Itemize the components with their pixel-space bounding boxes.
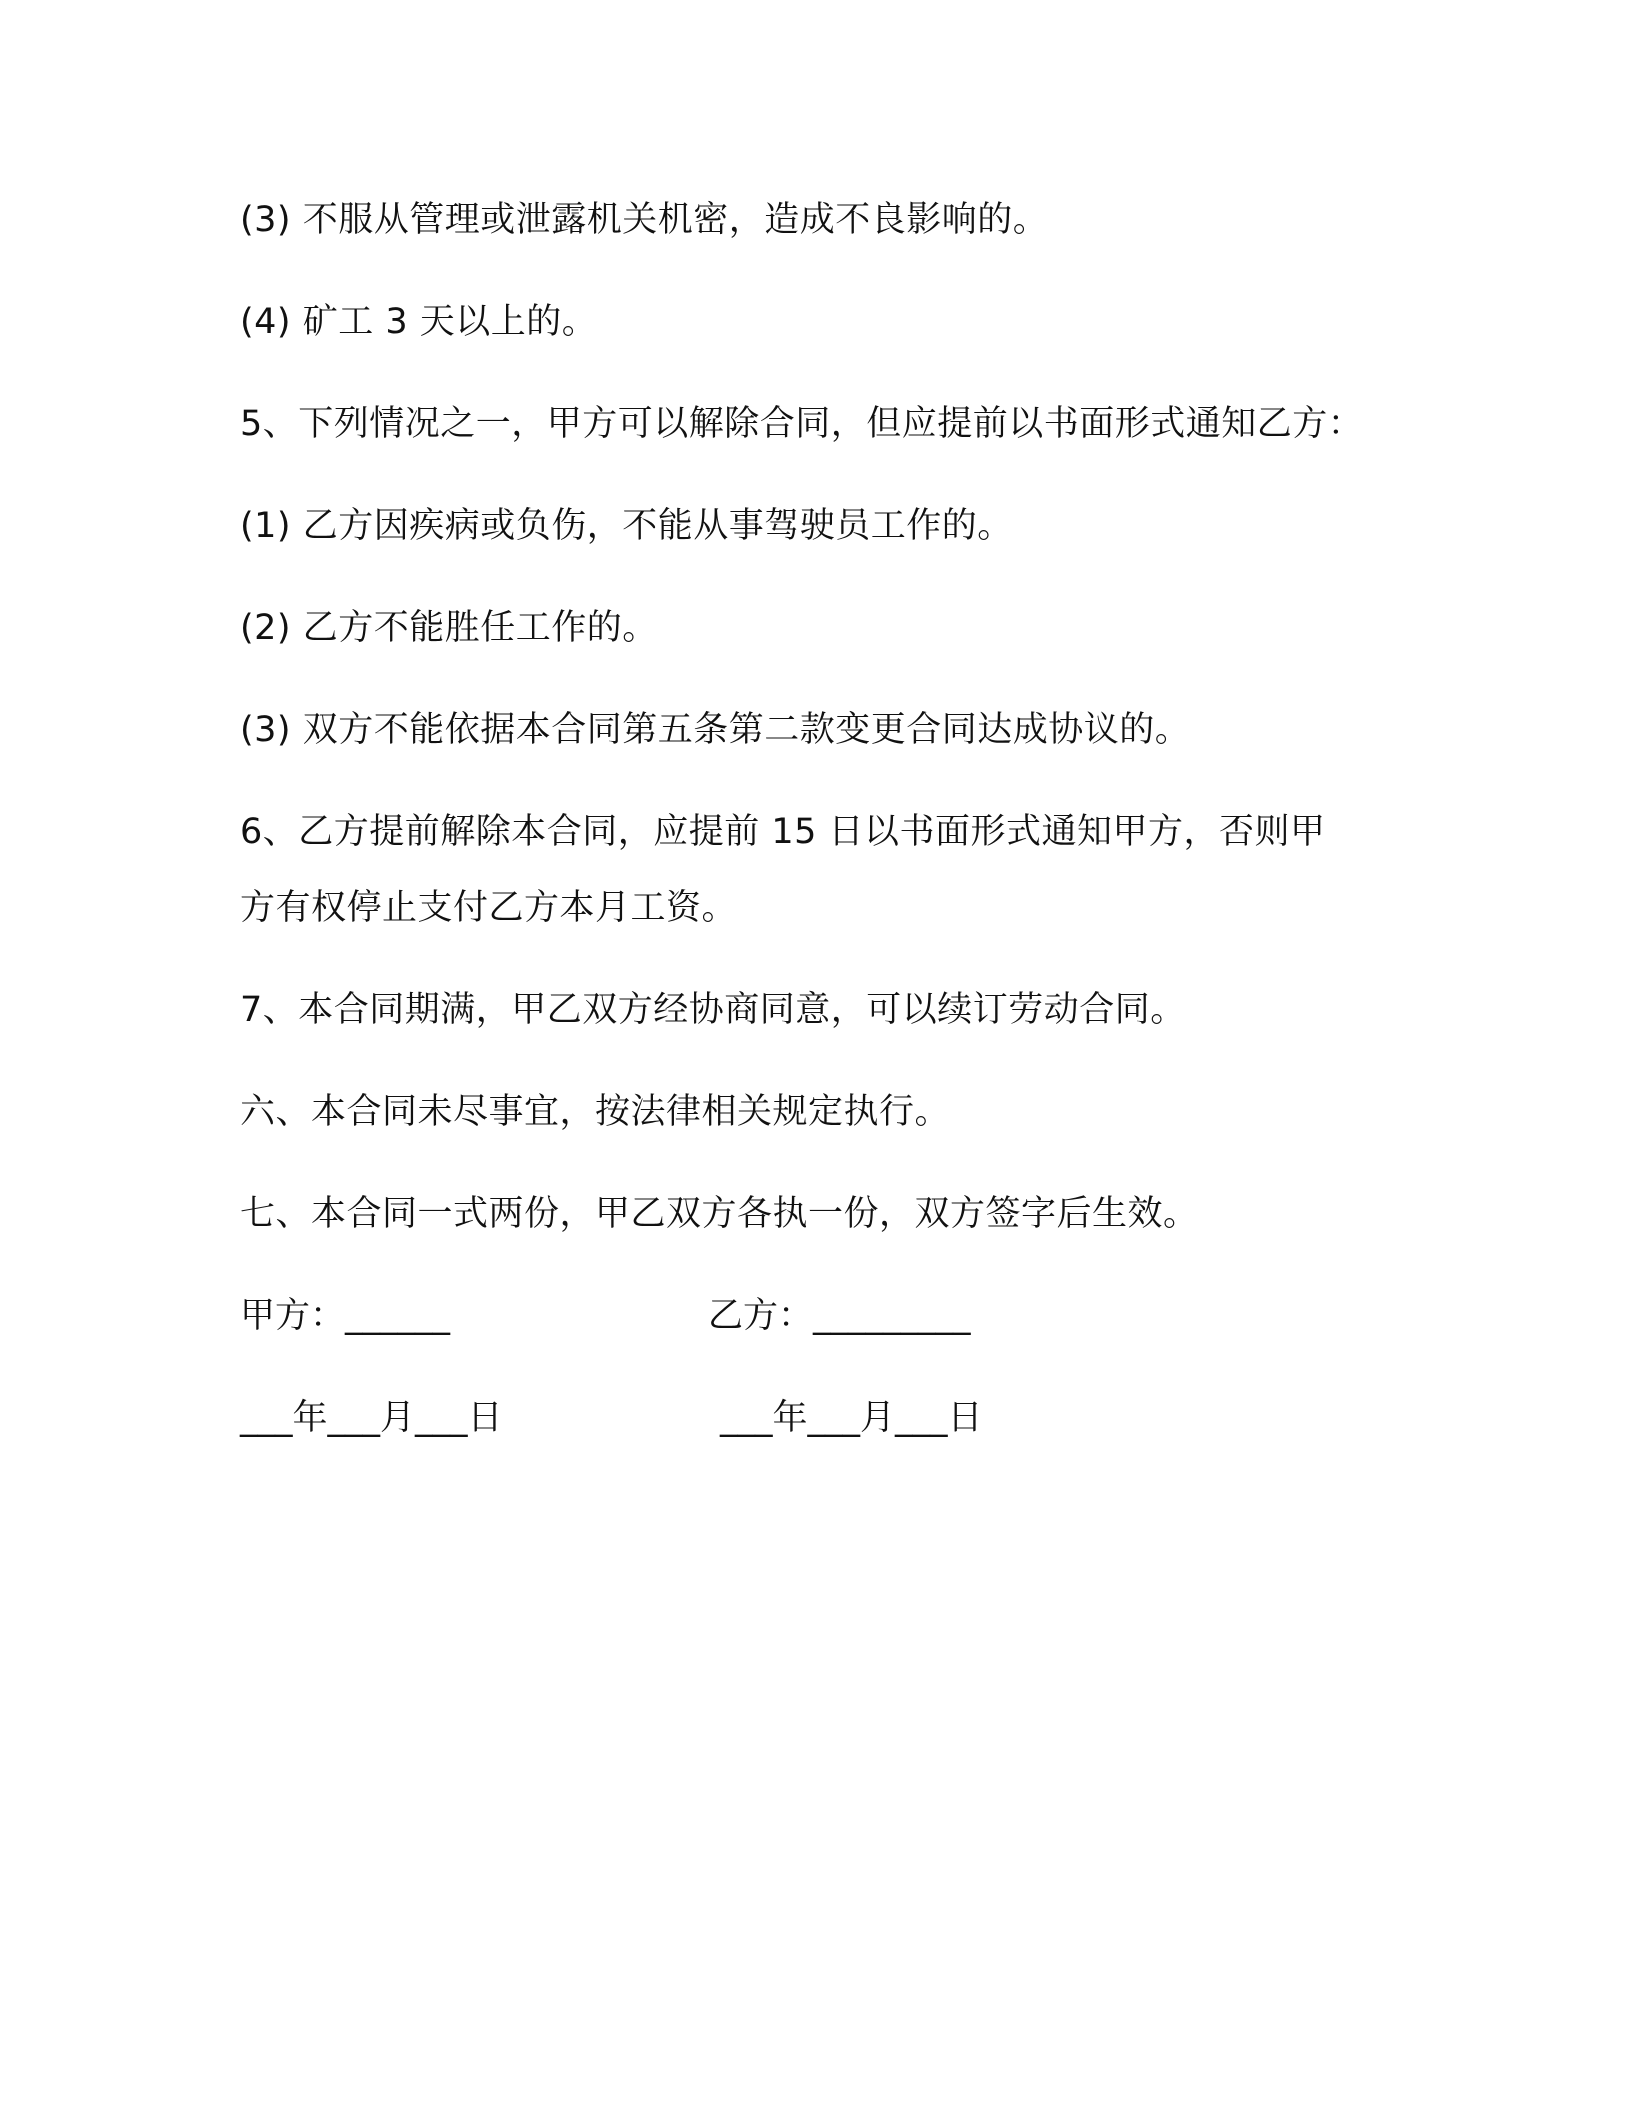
clause-5-1: (1) 乙方因疾病或负伤，不能从事驾驶员工作的。: [240, 506, 1013, 546]
party-a-signature: 甲方：______: [240, 1296, 451, 1336]
article-7: 七、本合同一式两份，甲乙双方各执一份，双方签字后生效。: [240, 1194, 1199, 1234]
clause-3-disobey: (3) 不服从管理或泄露机关机密，造成不良影响的。: [240, 200, 1049, 240]
clause-4-absence: (4) 矿工 3 天以上的。: [240, 302, 598, 342]
article-6: 六、本合同未尽事宜，按法律相关规定执行。: [240, 1092, 951, 1132]
clause-6-line-1: 6、乙方提前解除本合同，应提前 15 日以书面形式通知甲方，否则甲: [240, 812, 1326, 852]
clause-5-heading: 5、下列情况之一，甲方可以解除合同，但应提前以书面形式通知乙方：: [240, 404, 1364, 444]
clause-5-2: (2) 乙方不能胜任工作的。: [240, 608, 658, 648]
party-a-date: ___年___月___日: [240, 1398, 503, 1438]
clause-7: 7、本合同期满，甲乙双方经协商同意，可以续订劳动合同。: [240, 990, 1186, 1030]
clause-6-line-2: 方有权停止支付乙方本月工资。: [240, 888, 738, 928]
clause-5-3: (3) 双方不能依据本合同第五条第二款变更合同达成协议的。: [240, 710, 1191, 750]
party-b-date: ___年___月___日: [720, 1398, 983, 1438]
party-b-signature: 乙方：_________: [708, 1296, 971, 1336]
